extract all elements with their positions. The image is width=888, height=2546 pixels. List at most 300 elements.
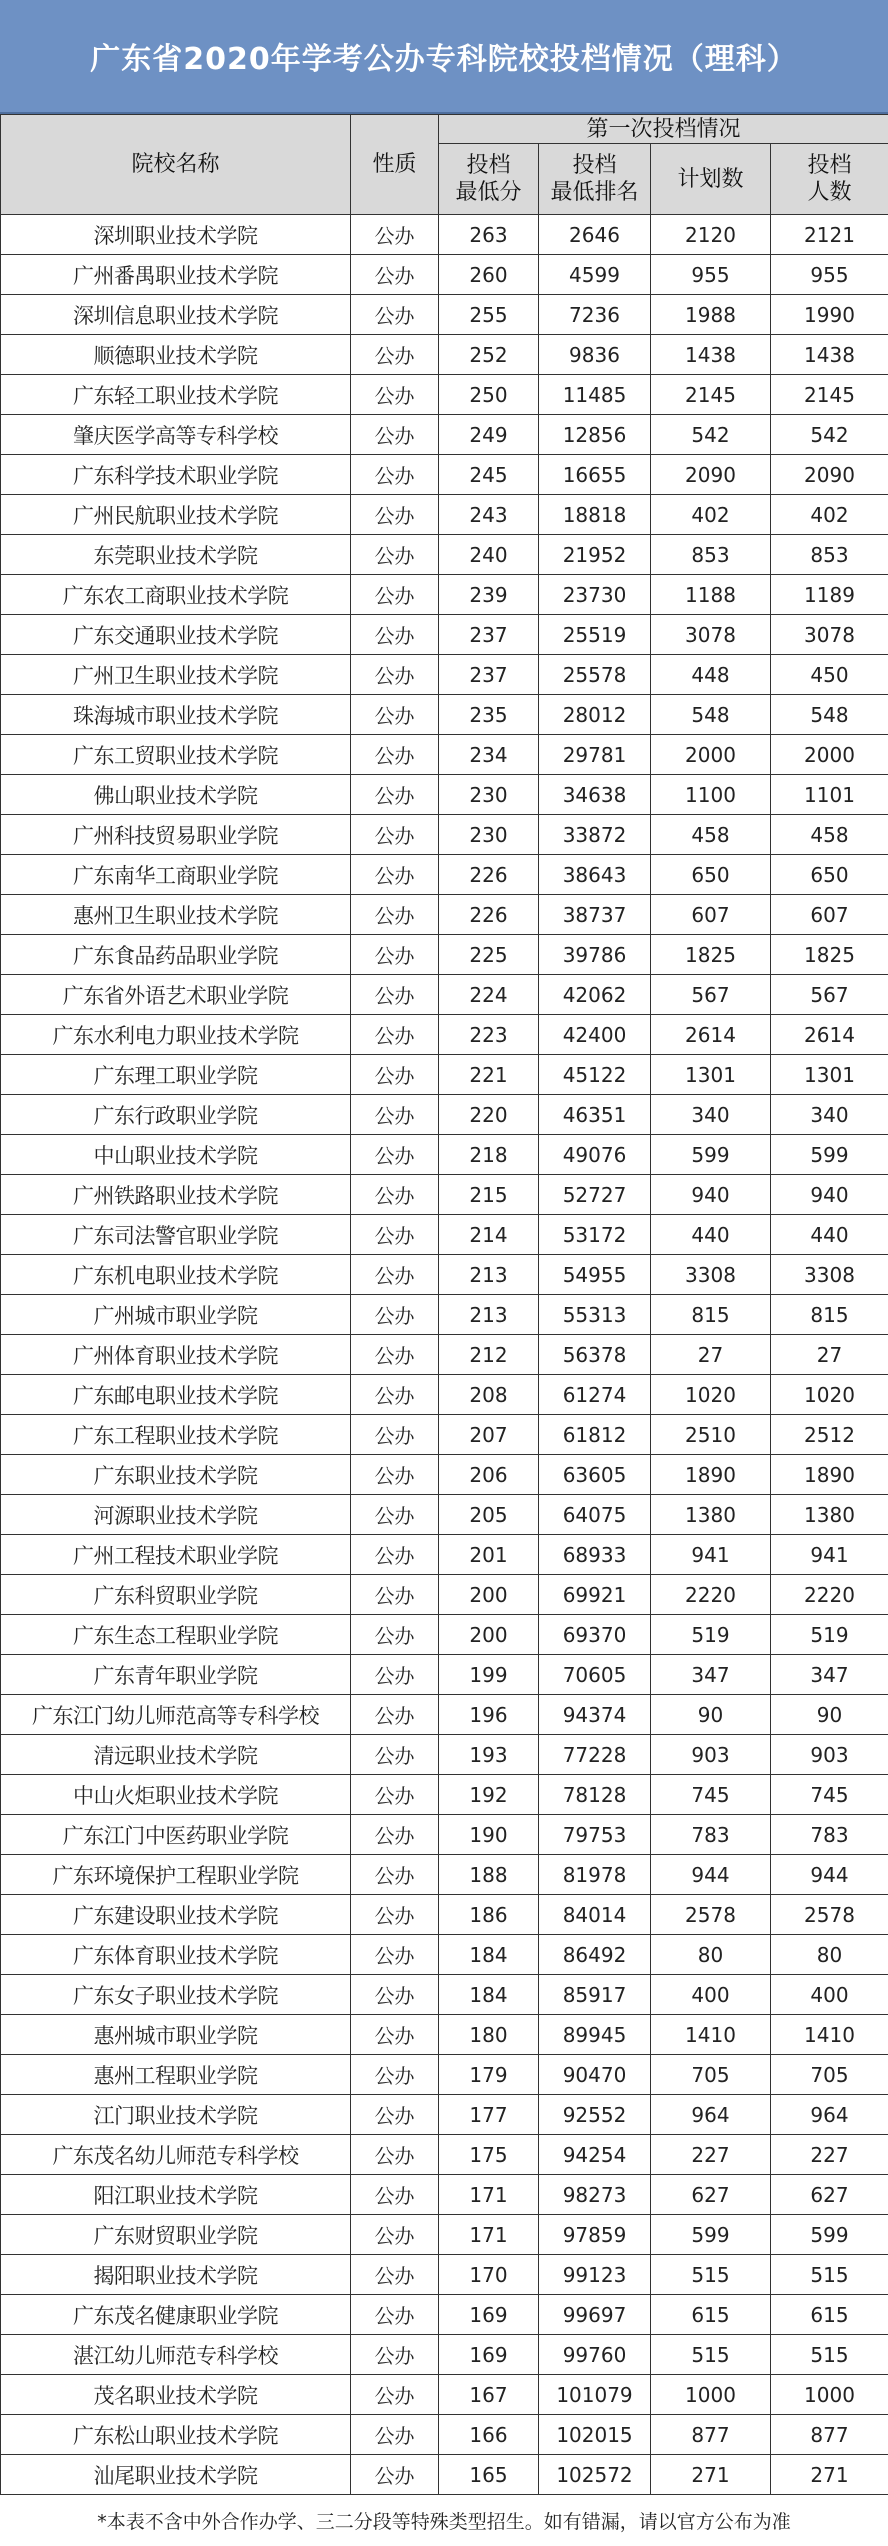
cell-plan: 783 [651, 1815, 771, 1855]
cell-plan: 1301 [651, 1055, 771, 1095]
cell-admitted: 903 [771, 1735, 888, 1775]
cell-type: 公办 [351, 775, 439, 815]
cell-min-rank: 94254 [539, 2135, 651, 2175]
cell-school-name: 广东职业技术学院 [1, 1455, 351, 1495]
cell-min-rank: 98273 [539, 2175, 651, 2215]
header-plan: 计划数 [651, 144, 771, 215]
table-row [1, 1335, 888, 1375]
cell-type: 公办 [351, 1655, 439, 1695]
cell-min-score: 260 [439, 255, 539, 295]
cell-min-score: 199 [439, 1655, 539, 1695]
cell-min-rank: 84014 [539, 1895, 651, 1935]
cell-school-name: 广东科学技术职业学院 [1, 455, 351, 495]
cell-min-rank: 18818 [539, 495, 651, 535]
cell-admitted: 607 [771, 895, 888, 935]
header-type: 性质 [351, 115, 439, 215]
table-row [1, 1095, 888, 1135]
cell-min-score: 169 [439, 2335, 539, 2375]
table-row [1, 895, 888, 935]
cell-plan: 940 [651, 1175, 771, 1215]
cell-school-name: 广州工程技术职业学院 [1, 1535, 351, 1575]
cell-school-name: 广东江门中医药职业学院 [1, 1815, 351, 1855]
cell-admitted: 1020 [771, 1375, 888, 1415]
cell-min-score: 221 [439, 1055, 539, 1095]
cell-min-score: 190 [439, 1815, 539, 1855]
cell-plan: 27 [651, 1335, 771, 1375]
table-row [1, 535, 888, 575]
cell-min-rank: 89945 [539, 2015, 651, 2055]
cell-min-score: 192 [439, 1775, 539, 1815]
cell-type: 公办 [351, 1055, 439, 1095]
cell-type: 公办 [351, 295, 439, 335]
cell-plan: 515 [651, 2255, 771, 2295]
cell-type: 公办 [351, 1695, 439, 1735]
cell-admitted: 1380 [771, 1495, 888, 1535]
cell-min-score: 179 [439, 2055, 539, 2095]
header-min-rank-line2: 最低排名 [539, 179, 650, 206]
cell-admitted: 542 [771, 415, 888, 455]
cell-plan: 1410 [651, 2015, 771, 2055]
cell-school-name: 深圳职业技术学院 [1, 215, 351, 255]
cell-admitted: 745 [771, 1775, 888, 1815]
cell-admitted: 615 [771, 2295, 888, 2335]
cell-type: 公办 [351, 815, 439, 855]
cell-min-rank: 101079 [539, 2375, 651, 2415]
cell-type: 公办 [351, 1975, 439, 2015]
cell-min-rank: 21952 [539, 535, 651, 575]
table-row [1, 1975, 888, 2015]
table-row [1, 775, 888, 815]
cell-school-name: 广东女子职业技术学院 [1, 1975, 351, 2015]
table-row [1, 1535, 888, 1575]
table-row [1, 2015, 888, 2055]
cell-admitted: 2090 [771, 455, 888, 495]
header-min-score-line2: 最低分 [439, 179, 538, 206]
table-row [1, 1855, 888, 1895]
cell-min-score: 226 [439, 895, 539, 935]
cell-plan: 458 [651, 815, 771, 855]
cell-admitted: 705 [771, 2055, 888, 2095]
cell-min-score: 200 [439, 1575, 539, 1615]
cell-plan: 599 [651, 2215, 771, 2255]
cell-plan: 1020 [651, 1375, 771, 1415]
cell-plan: 1000 [651, 2375, 771, 2415]
cell-type: 公办 [351, 1215, 439, 1255]
cell-min-score: 237 [439, 655, 539, 695]
table-row [1, 815, 888, 855]
cell-min-rank: 94374 [539, 1695, 651, 1735]
cell-admitted: 940 [771, 1175, 888, 1215]
cell-school-name: 广东江门幼儿师范高等专科学校 [1, 1695, 351, 1735]
table-row [1, 1175, 888, 1215]
cell-school-name: 广东茂名健康职业学院 [1, 2295, 351, 2335]
header-min-score [439, 144, 539, 215]
cell-type: 公办 [351, 1775, 439, 1815]
cell-min-score: 245 [439, 455, 539, 495]
cell-min-rank: 9836 [539, 335, 651, 375]
cell-plan: 80 [651, 1935, 771, 1975]
cell-admitted: 402 [771, 495, 888, 535]
cell-school-name: 深圳信息职业技术学院 [1, 295, 351, 335]
cell-min-score: 213 [439, 1295, 539, 1335]
cell-plan: 705 [651, 2055, 771, 2095]
cell-type: 公办 [351, 1135, 439, 1175]
cell-min-score: 215 [439, 1175, 539, 1215]
cell-min-rank: 7236 [539, 295, 651, 335]
cell-type: 公办 [351, 215, 439, 255]
header-group: 第一次投档情况 [439, 115, 888, 144]
cell-school-name: 惠州卫生职业技术学院 [1, 895, 351, 935]
cell-admitted: 815 [771, 1295, 888, 1335]
cell-plan: 599 [651, 1135, 771, 1175]
cell-school-name: 阳江职业技术学院 [1, 2175, 351, 2215]
cell-school-name: 广东财贸职业学院 [1, 2215, 351, 2255]
cell-type: 公办 [351, 455, 439, 495]
cell-plan: 542 [651, 415, 771, 455]
cell-min-score: 225 [439, 935, 539, 975]
cell-type: 公办 [351, 655, 439, 695]
cell-plan: 90 [651, 1695, 771, 1735]
cell-school-name: 中山职业技术学院 [1, 1135, 351, 1175]
cell-min-rank: 38643 [539, 855, 651, 895]
cell-type: 公办 [351, 255, 439, 295]
cell-plan: 515 [651, 2335, 771, 2375]
cell-min-score: 224 [439, 975, 539, 1015]
table-row [1, 1455, 888, 1495]
cell-type: 公办 [351, 2415, 439, 2455]
cell-school-name: 东莞职业技术学院 [1, 535, 351, 575]
cell-type: 公办 [351, 375, 439, 415]
table-row [1, 575, 888, 615]
cell-plan: 1988 [651, 295, 771, 335]
cell-min-score: 237 [439, 615, 539, 655]
cell-min-score: 234 [439, 735, 539, 775]
cell-admitted: 27 [771, 1335, 888, 1375]
cell-admitted: 944 [771, 1855, 888, 1895]
cell-type: 公办 [351, 1495, 439, 1535]
cell-min-score: 165 [439, 2455, 539, 2495]
cell-min-rank: 68933 [539, 1535, 651, 1575]
cell-plan: 903 [651, 1735, 771, 1775]
table-row [1, 1415, 888, 1455]
cell-min-rank: 102015 [539, 2415, 651, 2455]
cell-min-rank: 25519 [539, 615, 651, 655]
table-row [1, 2175, 888, 2215]
cell-min-rank: 99697 [539, 2295, 651, 2335]
cell-min-score: 186 [439, 1895, 539, 1935]
cell-plan: 1100 [651, 775, 771, 815]
table-row [1, 2255, 888, 2295]
cell-plan: 400 [651, 1975, 771, 2015]
cell-min-rank: 61274 [539, 1375, 651, 1415]
cell-admitted: 80 [771, 1935, 888, 1975]
cell-plan: 607 [651, 895, 771, 935]
cell-type: 公办 [351, 975, 439, 1015]
table-row [1, 1895, 888, 1935]
table-row [1, 255, 888, 295]
cell-admitted: 227 [771, 2135, 888, 2175]
cell-min-score: 188 [439, 1855, 539, 1895]
cell-min-rank: 99760 [539, 2335, 651, 2375]
cell-min-score: 223 [439, 1015, 539, 1055]
table-row [1, 2095, 888, 2135]
cell-plan: 650 [651, 855, 771, 895]
cell-min-rank: 25578 [539, 655, 651, 695]
cell-min-rank: 29781 [539, 735, 651, 775]
page-title: 广东省2020年学考公办专科院校投档情况（理科） [0, 0, 888, 114]
cell-min-rank: 85917 [539, 1975, 651, 2015]
cell-min-rank: 4599 [539, 255, 651, 295]
cell-admitted: 1990 [771, 295, 888, 335]
cell-min-rank: 97859 [539, 2215, 651, 2255]
cell-min-score: 212 [439, 1335, 539, 1375]
cell-min-score: 243 [439, 495, 539, 535]
table-row [1, 2375, 888, 2415]
cell-plan: 567 [651, 975, 771, 1015]
cell-min-rank: 12856 [539, 415, 651, 455]
cell-school-name: 广东生态工程职业学院 [1, 1615, 351, 1655]
cell-school-name: 揭阳职业技术学院 [1, 2255, 351, 2295]
cell-plan: 1438 [651, 335, 771, 375]
table-row [1, 455, 888, 495]
cell-min-rank: 38737 [539, 895, 651, 935]
cell-school-name: 河源职业技术学院 [1, 1495, 351, 1535]
cell-min-rank: 45122 [539, 1055, 651, 1095]
cell-type: 公办 [351, 2335, 439, 2375]
cell-min-score: 166 [439, 2415, 539, 2455]
cell-school-name: 广州卫生职业技术学院 [1, 655, 351, 695]
cell-plan: 227 [651, 2135, 771, 2175]
cell-min-rank: 46351 [539, 1095, 651, 1135]
cell-plan: 627 [651, 2175, 771, 2215]
cell-plan: 440 [651, 1215, 771, 1255]
cell-school-name: 中山火炬职业技术学院 [1, 1775, 351, 1815]
cell-type: 公办 [351, 1335, 439, 1375]
cell-type: 公办 [351, 1255, 439, 1295]
cell-plan: 1188 [651, 575, 771, 615]
cell-plan: 548 [651, 695, 771, 735]
cell-admitted: 877 [771, 2415, 888, 2455]
cell-plan: 402 [651, 495, 771, 535]
cell-school-name: 肇庆医学高等专科学校 [1, 415, 351, 455]
table-row [1, 295, 888, 335]
cell-admitted: 515 [771, 2335, 888, 2375]
cell-min-rank: 78128 [539, 1775, 651, 1815]
cell-min-score: 184 [439, 1975, 539, 2015]
cell-min-score: 230 [439, 815, 539, 855]
cell-admitted: 519 [771, 1615, 888, 1655]
table-row [1, 695, 888, 735]
cell-min-rank: 11485 [539, 375, 651, 415]
cell-min-score: 170 [439, 2255, 539, 2295]
header-school: 院校名称 [1, 115, 351, 215]
cell-plan: 2220 [651, 1575, 771, 1615]
cell-admitted: 1301 [771, 1055, 888, 1095]
cell-admitted: 90 [771, 1695, 888, 1735]
cell-school-name: 佛山职业技术学院 [1, 775, 351, 815]
cell-type: 公办 [351, 2015, 439, 2055]
cell-school-name: 广州铁路职业技术学院 [1, 1175, 351, 1215]
cell-plan: 1825 [651, 935, 771, 975]
cell-admitted: 1189 [771, 575, 888, 615]
cell-min-score: 226 [439, 855, 539, 895]
cell-admitted: 458 [771, 815, 888, 855]
table-row [1, 2415, 888, 2455]
cell-school-name: 汕尾职业技术学院 [1, 2455, 351, 2495]
cell-school-name: 广东工贸职业技术学院 [1, 735, 351, 775]
cell-plan: 615 [651, 2295, 771, 2335]
cell-type: 公办 [351, 695, 439, 735]
table-row [1, 215, 888, 255]
cell-plan: 2510 [651, 1415, 771, 1455]
cell-school-name: 广州城市职业学院 [1, 1295, 351, 1335]
header-min-rank [539, 144, 651, 215]
cell-plan: 2614 [651, 1015, 771, 1055]
cell-school-name: 茂名职业技术学院 [1, 2375, 351, 2415]
table-row [1, 415, 888, 455]
cell-type: 公办 [351, 935, 439, 975]
cell-plan: 271 [651, 2455, 771, 2495]
cell-min-rank: 69370 [539, 1615, 651, 1655]
cell-plan: 745 [651, 1775, 771, 1815]
cell-school-name: 广东茂名幼儿师范专科学校 [1, 2135, 351, 2175]
cell-type: 公办 [351, 2455, 439, 2495]
cell-type: 公办 [351, 1415, 439, 1455]
cell-min-score: 220 [439, 1095, 539, 1135]
cell-type: 公办 [351, 1815, 439, 1855]
header-min-score-line1: 投档 [439, 152, 538, 179]
table-row [1, 1615, 888, 1655]
cell-min-score: 240 [439, 535, 539, 575]
table-row [1, 2215, 888, 2255]
cell-min-rank: 61812 [539, 1415, 651, 1455]
cell-plan: 340 [651, 1095, 771, 1135]
cell-min-score: 167 [439, 2375, 539, 2415]
table-row [1, 2295, 888, 2335]
cell-school-name: 广东青年职业学院 [1, 1655, 351, 1695]
cell-min-score: 235 [439, 695, 539, 735]
cell-plan: 2090 [651, 455, 771, 495]
cell-plan: 3308 [651, 1255, 771, 1295]
cell-min-rank: 52727 [539, 1175, 651, 1215]
cell-min-rank: 28012 [539, 695, 651, 735]
table-row [1, 1695, 888, 1735]
cell-school-name: 广东邮电职业技术学院 [1, 1375, 351, 1415]
cell-min-rank: 55313 [539, 1295, 651, 1335]
cell-plan: 877 [651, 2415, 771, 2455]
cell-min-score: 249 [439, 415, 539, 455]
cell-type: 公办 [351, 1855, 439, 1895]
cell-min-score: 177 [439, 2095, 539, 2135]
cell-school-name: 清远职业技术学院 [1, 1735, 351, 1775]
cell-admitted: 853 [771, 535, 888, 575]
cell-school-name: 珠海城市职业技术学院 [1, 695, 351, 735]
cell-admitted: 599 [771, 1135, 888, 1175]
cell-school-name: 广东工程职业技术学院 [1, 1415, 351, 1455]
cell-type: 公办 [351, 2375, 439, 2415]
cell-min-rank: 39786 [539, 935, 651, 975]
cell-school-name: 广东环境保护工程职业学院 [1, 1855, 351, 1895]
cell-type: 公办 [351, 2135, 439, 2175]
cell-min-rank: 69921 [539, 1575, 651, 1615]
cell-school-name: 广东交通职业技术学院 [1, 615, 351, 655]
cell-plan: 1890 [651, 1455, 771, 1495]
cell-min-score: 193 [439, 1735, 539, 1775]
cell-plan: 944 [651, 1855, 771, 1895]
table-row [1, 1255, 888, 1295]
cell-min-rank: 64075 [539, 1495, 651, 1535]
cell-plan: 1380 [651, 1495, 771, 1535]
cell-admitted: 1825 [771, 935, 888, 975]
cell-type: 公办 [351, 335, 439, 375]
table-row [1, 855, 888, 895]
cell-min-rank: 90470 [539, 2055, 651, 2095]
cell-admitted: 783 [771, 1815, 888, 1855]
cell-admitted: 599 [771, 2215, 888, 2255]
cell-type: 公办 [351, 1935, 439, 1975]
cell-min-rank: 42400 [539, 1015, 651, 1055]
cell-type: 公办 [351, 1575, 439, 1615]
table-row [1, 1015, 888, 1055]
cell-min-rank: 53172 [539, 1215, 651, 1255]
cell-min-rank: 79753 [539, 1815, 651, 1855]
cell-admitted: 2220 [771, 1575, 888, 1615]
cell-type: 公办 [351, 2175, 439, 2215]
cell-type: 公办 [351, 2095, 439, 2135]
cell-school-name: 广东松山职业技术学院 [1, 2415, 351, 2455]
table-row [1, 2055, 888, 2095]
cell-min-score: 184 [439, 1935, 539, 1975]
cell-min-rank: 81978 [539, 1855, 651, 1895]
cell-min-rank: 63605 [539, 1455, 651, 1495]
cell-admitted: 941 [771, 1535, 888, 1575]
cell-admitted: 1101 [771, 775, 888, 815]
cell-min-rank: 99123 [539, 2255, 651, 2295]
cell-admitted: 450 [771, 655, 888, 695]
cell-admitted: 2000 [771, 735, 888, 775]
cell-admitted: 548 [771, 695, 888, 735]
cell-admitted: 347 [771, 1655, 888, 1695]
cell-type: 公办 [351, 1615, 439, 1655]
cell-school-name: 广东科贸职业学院 [1, 1575, 351, 1615]
table-row [1, 1215, 888, 1255]
table-row [1, 1775, 888, 1815]
cell-min-rank: 16655 [539, 455, 651, 495]
footnote: *本表不含中外合作办学、三二分段等特殊类型招生。如有错漏，请以官方公布为准 [0, 2495, 888, 2546]
cell-admitted: 1890 [771, 1455, 888, 1495]
table-row [1, 1655, 888, 1695]
cell-min-rank: 2646 [539, 215, 651, 255]
table-row [1, 655, 888, 695]
cell-admitted: 2512 [771, 1415, 888, 1455]
cell-school-name: 江门职业技术学院 [1, 2095, 351, 2135]
cell-school-name: 广东省外语艺术职业学院 [1, 975, 351, 1015]
cell-admitted: 2578 [771, 1895, 888, 1935]
cell-min-rank: 42062 [539, 975, 651, 1015]
header-admitted-line2: 人数 [771, 179, 888, 206]
table-row [1, 1055, 888, 1095]
cell-admitted: 271 [771, 2455, 888, 2495]
cell-admitted: 1438 [771, 335, 888, 375]
cell-min-score: 250 [439, 375, 539, 415]
cell-min-score: 255 [439, 295, 539, 335]
table-row [1, 1935, 888, 1975]
cell-school-name: 广东机电职业技术学院 [1, 1255, 351, 1295]
cell-min-score: 214 [439, 1215, 539, 1255]
table-row [1, 1575, 888, 1615]
cell-school-name: 广州番禺职业技术学院 [1, 255, 351, 295]
cell-min-rank: 49076 [539, 1135, 651, 1175]
